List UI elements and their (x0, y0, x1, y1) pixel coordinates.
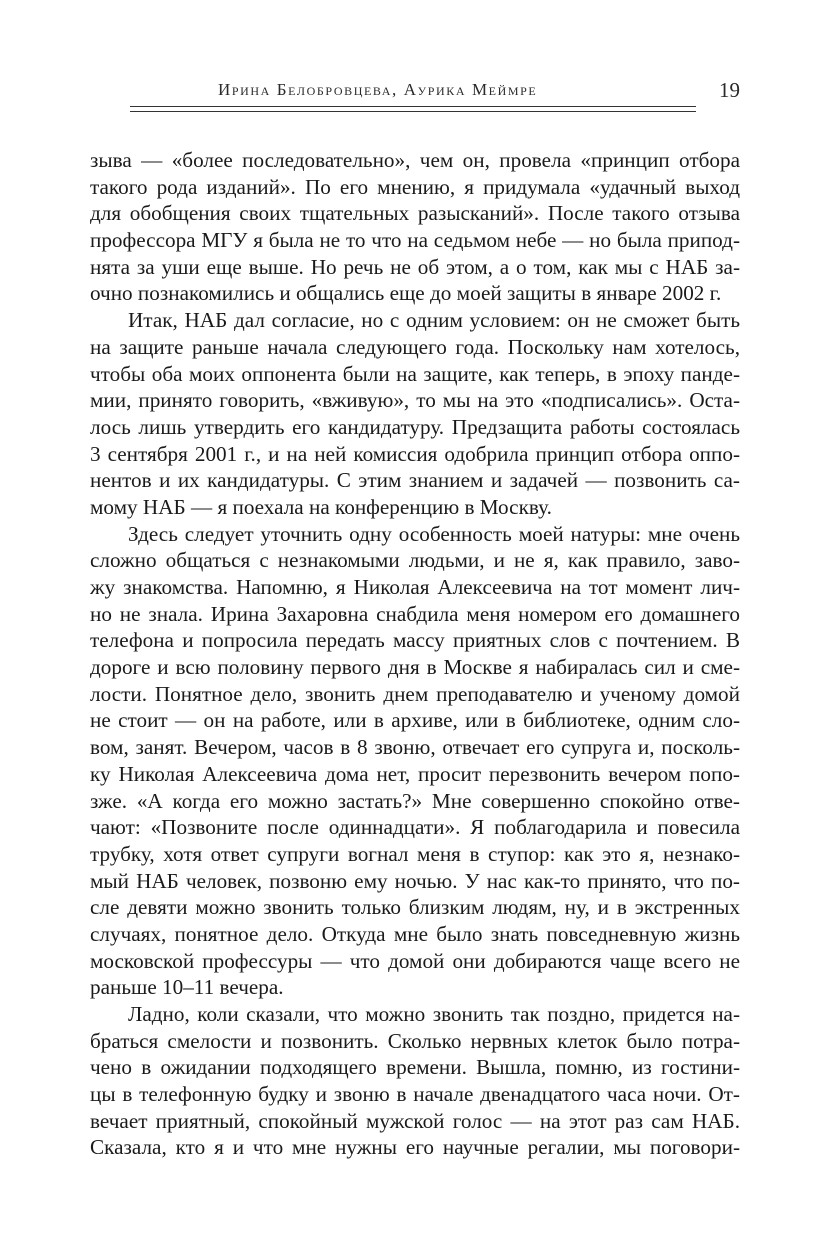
text-line: Здесь следует уточнить одну особенность моей натуры: мне очень (128, 521, 740, 546)
text-line: Сказала, кто я и что мне нужны его научные регалии, мы поговори- (90, 1135, 740, 1160)
text-line: московской профессуры — что домой они добираются чаще всего не (90, 948, 740, 973)
running-head (90, 78, 740, 108)
text-line: мый НАБ человек, позвоню ему ночью. У нас как-то принято, что по- (90, 868, 740, 893)
text-line: сле девяти можно звонить только близким людям, ну, и в экстренных (90, 895, 740, 920)
text-line: жу знакомства. Напомню, я Николая Алексеевича на тот момент лич- (90, 575, 740, 599)
text-line: нята за уши еще выше. Но речь не об этом, а о том, как мы с НАБ за- (90, 254, 740, 279)
text-line: для обобщения своих тщательных разысканий». После такого отзыва (90, 201, 740, 226)
text-line: на защите раньше начала следующего года. Поскольку нам хотелось, (90, 334, 740, 359)
text-line: Ладно, коли сказали, что можно звонить так поздно, придется на- (128, 1002, 740, 1026)
text-line: цы в телефонную будку и звоню в начале двенадцатого часа ночи. От- (90, 1082, 740, 1107)
text-line: мии, принято говорить, «вживую», то мы на это «подписались». Оста- (90, 388, 740, 413)
text-line: зыва — «более последовательно», чем он, провела «принцип отбора (90, 148, 740, 172)
text-line: чтобы оба моих оппонента были на защите, как теперь, в эпоху панде- (90, 361, 740, 386)
text-line: вом, занят. Вечером, часов в 8 звоню, отвечает его супруга и, посколь- (90, 735, 740, 760)
text-line: сложно общаться с незнакомыми людьми, и не я, как правило, заво- (90, 548, 740, 573)
text-line: трубку, хотя ответ супруги вогнал меня в ступор: как это я, незнако- (90, 841, 740, 866)
text-line: мому НАБ — я поехала на конференцию в Москву. (90, 494, 552, 519)
body-text (90, 147, 740, 1161)
text-line: ку Николая Алексеевича дома нет, просит перезвонить вечером попо- (90, 761, 740, 786)
text-line: телефона и попросила передать массу приятных слов с почтением. В (90, 628, 740, 653)
page-number: 19 (719, 78, 740, 102)
text-line: нентов и их кандидатуры. С этим знанием и задачей — позвонить са- (90, 468, 740, 493)
text-line: раньше 10–11 вечера. (90, 975, 284, 1000)
header-rule-thick (130, 106, 696, 107)
text-line: браться смелости и позвонить. Сколько нервных клеток было потра- (90, 1028, 740, 1053)
text-line: Итак, НАБ дал согласие, но с одним условием: он не сможет быть (128, 308, 740, 333)
header-rule-thin (130, 111, 696, 112)
text-line: но не знала. Ирина Захаровна снабдила меня номером его домашнего (90, 601, 740, 626)
text-line: вечает приятный, спокойный мужской голос — на этот раз сам НАБ. (90, 1108, 740, 1133)
text-line: профессора МГУ я была не то что на седьмом небе — но была припод- (90, 228, 740, 253)
text-line: 3 сентября 2001 г., и на ней комиссия одобрила принцип отбора оппо- (90, 441, 740, 466)
text-line: лости. Понятное дело, звонить днем преподавателю и ученому домой (90, 681, 740, 706)
text-line: не стоит — он на работе, или в архиве, или в библиотеке, одним сло- (90, 708, 740, 733)
text-line: лось лишь утвердить его кандидатуру. Предзащита работы состоялась (90, 414, 740, 439)
text-line: такого рода изданий». По его мнению, я придумала «удачный выход (90, 174, 740, 199)
text-line: очно познакомились и общались еще до моей защиты в январе 2002 г. (90, 281, 722, 306)
text-line: случаях, понятное дело. Откуда мне было знать повседневную жизнь (90, 921, 740, 946)
text-line: чено в ожидании подходящего времени. Вышла, помню, из гостини- (90, 1055, 740, 1080)
text-line: дороге и всю половину первого дня в Москве я набиралась сил и сме- (90, 655, 740, 680)
running-title: Ирина Белобровцева, Аурика Меймре (218, 80, 538, 99)
text-line: чают: «Позвоните после одиннадцати». Я поблагодарила и повесила (90, 815, 740, 840)
text-line: зже. «А когда его можно застать?» Мне совершенно спокойно отве- (90, 788, 740, 813)
